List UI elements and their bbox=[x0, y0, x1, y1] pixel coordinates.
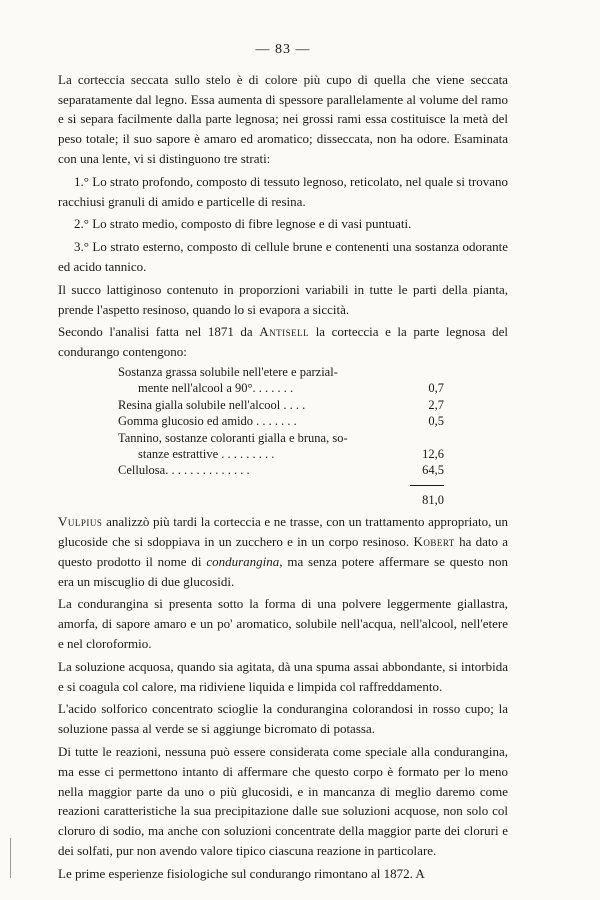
row-label: Tannino, sostanze coloranti gialla e bruna, so- bbox=[118, 430, 348, 445]
paragraph-reactions: Di tutte le reazioni, nessuna può essere considerata come speciale alla condurangina, ma esse ci permettono intanto di affermare che questo corpo è formato per lo meno nella maggior parte da uno o più glucosidi, e in mancanza di meglio daremo come reazioni caratteristiche la sua precipitazione dalle sue soluzioni acquose, non solo col cloruro di sodio, ma anche con soluzioni concentrate della maggior parte dei cloruri e dei solfati, pur non avendo valore tipico ciascuna reazione in particolare. bbox=[58, 743, 508, 858]
table-row bbox=[118, 413, 444, 429]
paragraph-vulpius bbox=[58, 512, 508, 591]
row-label: Resina gialla solubile nell'alcool . . . . bbox=[118, 397, 306, 412]
row-value: 0,7 bbox=[428, 381, 444, 396]
table-row bbox=[118, 380, 444, 396]
paragraph-appearance: La condurangina si presenta sotto la forma di una polvere leggermente giallastra, amorfa, di sapore amaro e un po' aromatico, solubile nell'acqua, nell'alcool, nell'etere e nel cloroformio. bbox=[58, 596, 508, 651]
margin-mark bbox=[10, 838, 11, 878]
paragraph-solution: La soluzione acquosa, quando sia agitata, dà una spuma assai abbondante, si intorbida e si coagula col calore, ma ridiviene liquida e limpida col raffreddamento. bbox=[58, 658, 508, 694]
table-row bbox=[118, 430, 444, 446]
term-condurangina: condurangina bbox=[206, 553, 280, 569]
list-item-layer-1: 1.° Lo strato profondo, composto di tessuto legnoso, reticolato, nel quale si trovano racchiusi granuli di amido e particelle di resina. bbox=[58, 173, 508, 209]
row-value bbox=[404, 364, 444, 380]
row-value: 12,6 bbox=[422, 446, 444, 461]
total-value: 81,0 bbox=[422, 492, 444, 507]
vulpius-text: analizzò più tardi la corteccia e ne trasse, con un trattamento appropriato, un glucoside che si sdoppiava in un zucchero e in un corpo resinoso. bbox=[58, 514, 508, 549]
list-item-layer-3: 3.° Lo strato esterno, composto di cellule brune e contenenti una sostanza odorante ed acido tannico. bbox=[58, 239, 508, 274]
analysis-text-start: Secondo l'analisi fatta nel 1871 da bbox=[58, 324, 253, 340]
table-row bbox=[118, 397, 444, 413]
row-value bbox=[404, 430, 444, 446]
list-item-layer-2: 2.° Lo strato medio, composto di fibre legnose e di vasi puntuati. bbox=[74, 216, 412, 232]
row-label: Cellulosa. . . . . . . . . . . . . . bbox=[118, 463, 250, 478]
author-vulpius: Vulpius bbox=[58, 514, 103, 530]
author-antisell: Antisell bbox=[259, 324, 310, 340]
page bbox=[58, 40, 508, 884]
kobert-text-end: , ma senza potere affermare se questo non era un miscuglio di due glucosidi. bbox=[58, 553, 509, 589]
row-value: 64,5 bbox=[422, 463, 444, 478]
paragraph-physiology: Le prime esperienze fisiologiche sul condurango rimontano al 1872. A bbox=[58, 865, 425, 881]
analysis-text-end: la corteccia e la parte legnosa del condurango contengono: bbox=[58, 324, 509, 360]
table-total-row bbox=[118, 492, 444, 508]
row-value: 2,7 bbox=[428, 397, 444, 412]
author-kobert: Kobert bbox=[413, 534, 455, 549]
paragraph-analysis bbox=[58, 322, 508, 362]
sum-rule bbox=[410, 485, 444, 486]
paragraph-sulfuric-acid: L'acido solforico concentrato scioglie la condurangina colorandosi in rosso cupo; la soluzione passa al verde se si aggiunge bicromato di potassa. bbox=[58, 701, 508, 737]
paragraph-milky-juice: Il succo lattiginoso contenuto in proporzioni variabili in tutte le parti della pianta, prende l'aspetto resinoso, quando lo si evapora a siccità. bbox=[58, 281, 508, 317]
table-row bbox=[118, 462, 444, 478]
paragraph-bark: La corteccia seccata sullo stelo è di colore più cupo di quella che viene seccata separatamente dal legno. Essa aumenta di spessore parallelamente al volume del ramo e si separa facilmente dalla parte legnosa; nei grossi rami essa costituisce la metà del peso totale; il suo sapore è amaro ed aromatico; disseccata, non ha odore. Esaminata con una lente, vi si distinguono tre strati: bbox=[58, 71, 508, 166]
row-label: stanze estrattive . . . . . . . . . bbox=[138, 446, 275, 461]
table-row bbox=[118, 364, 444, 380]
composition-table bbox=[118, 364, 444, 508]
row-label: Gomma glucosio ed amido . . . . . . . bbox=[118, 414, 297, 429]
table-row bbox=[118, 446, 444, 462]
page-number: — 83 — bbox=[255, 42, 311, 57]
row-label: mente nell'alcool a 90°. . . . . . . bbox=[138, 381, 294, 396]
row-label: Sostanza grassa solubile nell'etere e parzial- bbox=[118, 364, 338, 379]
kobert-text: ha dato a questo prodotto il nome di bbox=[58, 534, 509, 569]
row-value: 0,5 bbox=[428, 414, 444, 429]
